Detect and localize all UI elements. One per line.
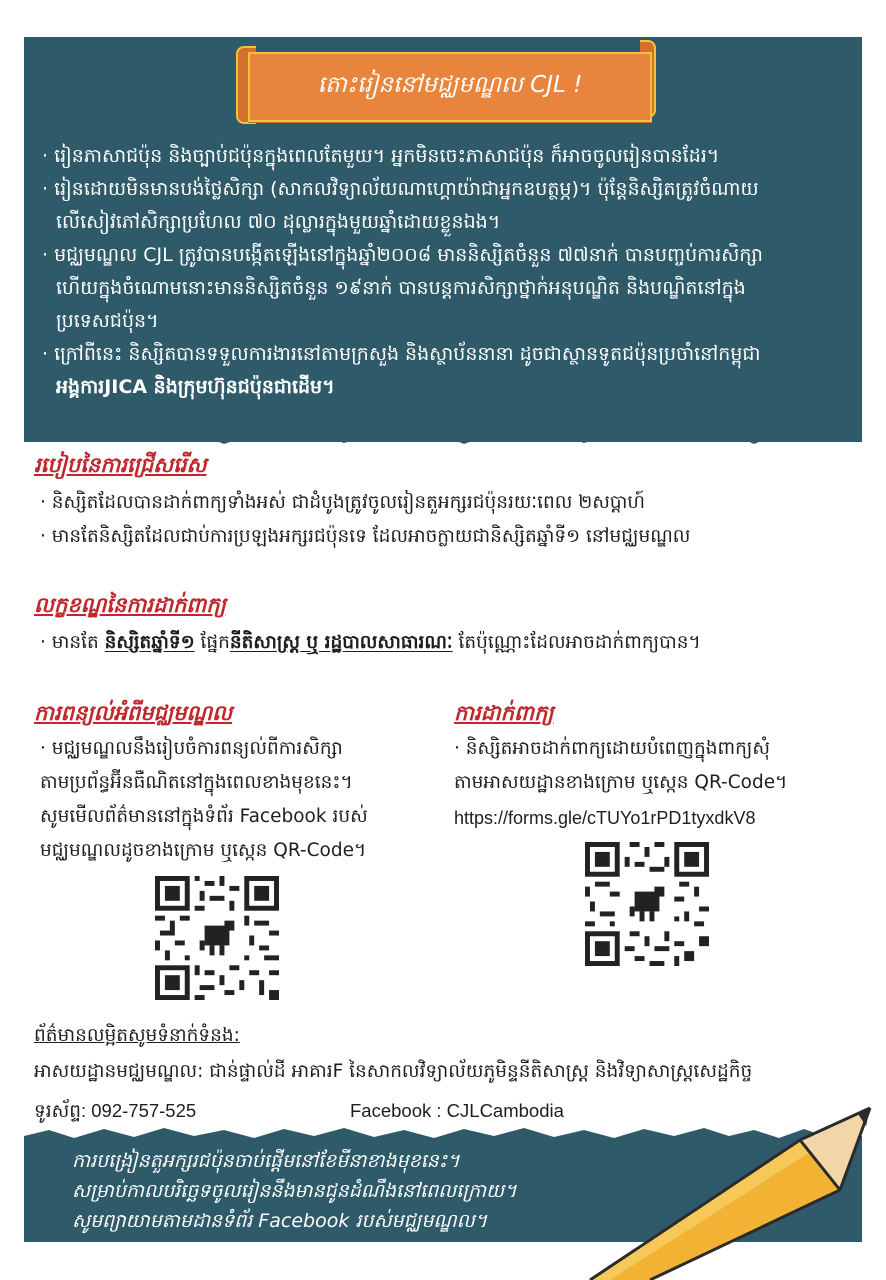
contact-address: អាសយដ្ឋានមជ្ឈមណ្ឌល: ជាន់ផ្ទាល់ដី អាគារF នៃសាកលវិទ្យាល័យភូមិន្ទនីតិសាស្ត្រ និងវិទ្យាសាស្ត្រសេដ្ឋកិច្ច bbox=[34, 1061, 753, 1082]
selection-heading: របៀបនៃការជ្រើសរើស bbox=[34, 453, 207, 477]
intro-list bbox=[42, 140, 852, 404]
intro-line: លើសៀវភៅសិក្សាប្រហែល ៧០ ដុល្លារក្នុងមួយឆ្នាំដោយខ្លួនឯង។ bbox=[56, 211, 501, 233]
facebook-qr-code[interactable] bbox=[155, 876, 279, 1000]
intro-line: ហើយក្នុងចំណោមនោះមាននិស្សិតចំនួន ១៩នាក់ បានបន្តការសិក្សាថ្នាក់អនុបណ្ឌិត និងបណ្ឌិតនៅក្នុង bbox=[56, 277, 746, 299]
selection-line: · និស្សិតដែលបានដាក់ពាក្យទាំងអស់ ជាដំបូងត្រូវចូលរៀនតួអក្សរជប៉ុនរយៈពេល ២សប្តាហ៍ bbox=[40, 492, 646, 513]
info-session-line: សូមមើលព័ត៌មាននៅក្នុងទំព័រ Facebook របស់ bbox=[40, 806, 368, 827]
page-title: តោះរៀននៅមជ្ឈមណ្ឌល CJL ! bbox=[317, 72, 583, 98]
application-text bbox=[454, 732, 864, 800]
contact-heading: ព័ត៌មានលម្អិតសូមទំនាក់ទំនង: bbox=[34, 1025, 240, 1046]
pencil-icon bbox=[570, 1100, 886, 1280]
eligibility-year: និស្សិតឆ្នាំទី១ bbox=[104, 632, 195, 653]
intro-line: · មជ្ឈមណ្ឌល CJL ត្រូវបានបង្កើតឡើងនៅក្នុងឆ្នាំ២០០៨ មាននិស្សិតចំនួន ៧៧នាក់ បានបញ្ចប់ការសិក្សា bbox=[42, 244, 763, 266]
eligibility-line bbox=[40, 626, 701, 660]
contact-facebook[interactable]: Facebook : CJLCambodia bbox=[350, 1100, 564, 1121]
info-session-line: · មជ្ឈមណ្ឌលនឹងរៀបចំការពន្យល់ពីការសិក្សា bbox=[40, 738, 343, 759]
contact-phone: ទូរស័ព្ទ: 092-757-525 bbox=[34, 1100, 197, 1121]
intro-line: · រៀនដោយមិនមានបង់ថ្លៃសិក្សា (សាកលវិទ្យាល័យណាហ្គោយ៉ាជាអ្នកឧបត្ថម្ភ)។ ប៉ុន្តែនិស្សិតត្រូវចំណាយ bbox=[42, 178, 759, 200]
eligibility-suffix: តែប៉ុណ្ណោះដែលអាចដាក់ពាក្យបាន។ bbox=[452, 632, 701, 653]
footer-line: សូមព្យាយាមតាមដានទំព័រ Facebook របស់មជ្ឈមណ្ឌល។ bbox=[72, 1210, 488, 1232]
info-session-text bbox=[40, 732, 440, 868]
eligibility-mid: ផ្នែក bbox=[194, 632, 230, 653]
intro-line: · ក្រៅពីនេះ និស្សិតបានទទួលការងារនៅតាមក្រសួង និងស្ថាប័ននានា ដូចជាស្ថានទូតជប៉ុនប្រចាំនៅកម្ពុជា bbox=[42, 343, 761, 365]
intro-line: ប្រទេសជប៉ុន។ bbox=[56, 310, 159, 332]
info-session-line: មជ្ឈមណ្ឌលដូចខាងក្រោម ឬស្កេន QR-Code។ bbox=[40, 840, 367, 861]
application-url[interactable]: https://forms.gle/cTUYo1rPD1tyxdkV8 bbox=[454, 808, 756, 828]
info-session-heading: ការពន្យល់អំពីមជ្ឈមណ្ឌល bbox=[34, 701, 233, 725]
footer-line: ការបង្រៀនតួអក្សរជប៉ុនចាប់ផ្តើមនៅខែមីនាខាងមុខនេះ។ bbox=[72, 1150, 460, 1172]
application-line: តាមអាសយដ្ឋានខាងក្រោម ឬស្កេន QR-Code។ bbox=[454, 772, 788, 793]
selection-line: · មានតែនិស្សិតដែលជាប់ការប្រឡងអក្សរជប៉ុនទេ ដែលអាចក្លាយជានិស្សិតឆ្នាំទី១ នៅមជ្ឈមណ្ឌល bbox=[40, 526, 691, 547]
eligibility-prefix: · មានតែ bbox=[40, 632, 105, 653]
footer-line: សម្រាប់កាលបរិច្ឆេទចូលរៀននឹងមានជូនដំណឹងនៅពេលក្រោយ។ bbox=[72, 1180, 517, 1202]
eligibility-heading: លក្ខខណ្ឌនៃការដាក់ពាក្យ bbox=[34, 593, 226, 617]
eligibility-faculty: នីតិសាស្ត្រ ឬ រដ្ឋបាលសាធារណៈ bbox=[229, 632, 453, 653]
intro-line: អង្គការJICA និងក្រុមហ៊ុនជប៉ុនជាដើម។ bbox=[56, 376, 335, 398]
info-session-line: តាមប្រព័ន្ធអ៊ីនធឺណិតនៅក្នុងពេលខាងមុខនេះ។ bbox=[40, 772, 353, 793]
application-heading: ការដាក់ពាក្យ bbox=[454, 701, 554, 725]
application-line: · និស្សិតអាចដាក់ពាក្យដោយបំពេញក្នុងពាក្យសុំ bbox=[454, 738, 770, 759]
footer-text bbox=[72, 1146, 517, 1236]
application-qr-code[interactable] bbox=[585, 842, 709, 966]
intro-line: · រៀនភាសាជប៉ុន និងច្បាប់ជប៉ុនក្នុងពេលតែមួយ។ អ្នកមិនចេះភាសាជប៉ុន ក៏អាចចូលរៀនបានដែរ។ bbox=[42, 145, 720, 167]
torn-edge-top bbox=[24, 420, 862, 450]
